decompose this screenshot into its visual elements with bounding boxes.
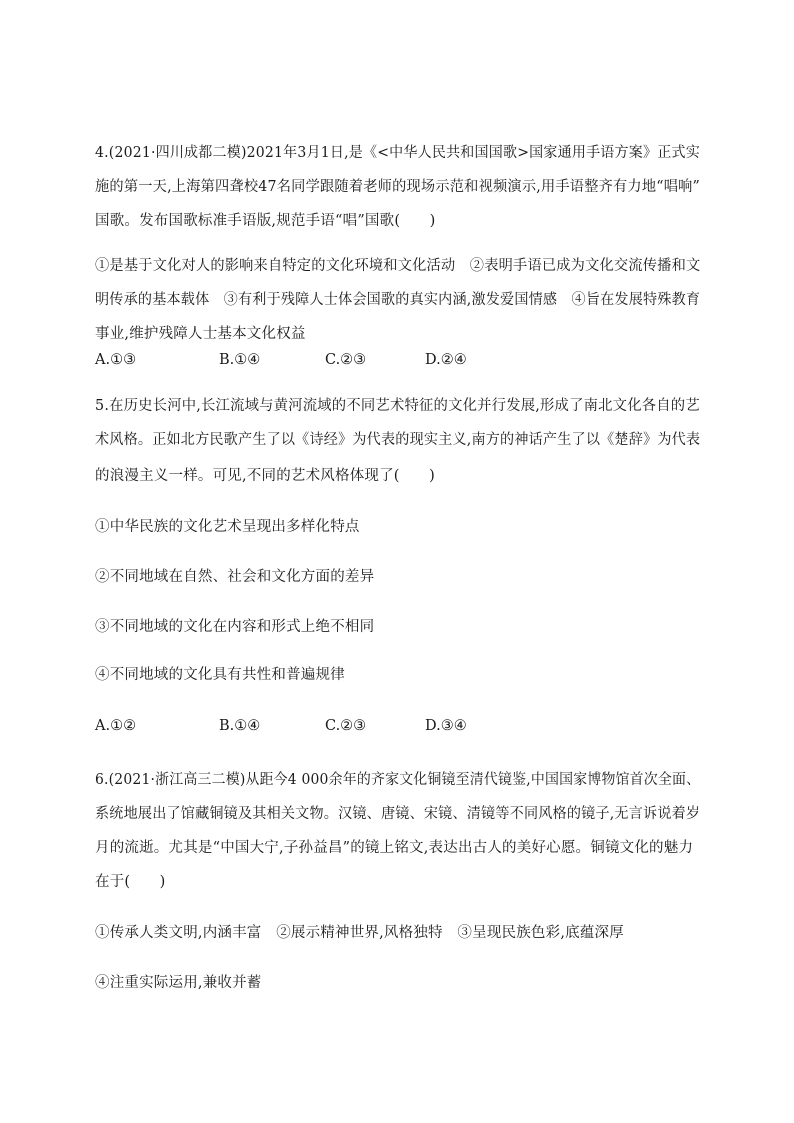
q5-stem-line-3: 的浪漫主义一样。可见,不同的艺术风格体现了( )	[95, 468, 435, 484]
q4-option-b[interactable]: B.①④	[219, 352, 261, 368]
q4-stem-line-3: 国歌。发布国歌标准手语版,规范手语“唱”国歌( )	[95, 213, 436, 229]
q4-option-d[interactable]: D.②④	[425, 352, 467, 368]
q5-stem-line-1: 5.在历史长河中,长江流域与黄河流域的不同艺术特征的文化并行发展,形成了南北文化各自的艺	[95, 398, 700, 414]
q5-option-b[interactable]: B.①④	[219, 718, 261, 734]
q4-stem-line-2: 施的第一天,上海第四聋校47名同学跟随着老师的现场示范和视频演示,用手语整齐有力地“唱响”	[95, 179, 701, 195]
q6-stem-line-2: 系统地展出了馆藏铜镜及其相关文物。汉镜、唐镜、宋镜、清镜等不同风格的镜子,无言诉说着岁	[95, 806, 701, 822]
q6-stem-line-4: 在于( )	[95, 874, 166, 890]
q4-statement-line-2: 明传承的基本载体 ③有利于残障人士体会国歌的真实内涵,激发爱国情感 ④旨在发展特殊教育	[95, 292, 701, 308]
q6-statement-line-1: ①传承人类文明,内涵丰富 ②展示精神世界,风格独特 ③呈现民族色彩,底蕴深厚	[95, 925, 624, 941]
q5-stem-line-2: 术风格。正如北方民歌产生了以《诗经》为代表的现实主义,南方的神话产生了以《楚辞》为代表	[95, 432, 701, 448]
q5-statement-3: ③不同地域的文化在内容和形式上绝不相同	[95, 619, 375, 635]
q4-statement-line-1: ①是基于文化对人的影响来自特定的文化环境和文化活动 ②表明手语已成为文化交流传播和文	[95, 258, 701, 274]
q6-stem-line-3: 月的流逝。尤其是“中国大宁,子孙益昌”的镜上铭文,表达出古人的美好心愿。铜镜文化的魅力	[95, 840, 694, 856]
q4-option-a[interactable]: A.①③	[95, 352, 137, 368]
q5-statement-4: ④不同地域的文化具有共性和普遍规律	[95, 667, 345, 683]
q6-stem-line-1: 6.(2021·浙江高三二模)从距今4 000余年的齐家文化铜镜至清代镜鉴,中国国家博物馆首次全面、	[95, 772, 701, 788]
q5-option-a[interactable]: A.①②	[95, 718, 137, 734]
q5-option-c[interactable]: C.②③	[325, 718, 367, 734]
q4-statement-line-3: 事业,维护残障人士基本文化权益	[95, 326, 306, 342]
q5-option-d[interactable]: D.③④	[425, 718, 467, 734]
q6-statement-line-2: ④注重实际运用,兼收并蓄	[95, 975, 262, 991]
q5-statement-1: ①中华民族的文化艺术呈现出多样化特点	[95, 519, 360, 535]
q5-statement-2: ②不同地域在自然、社会和文化方面的差异	[95, 569, 375, 585]
q4-option-c[interactable]: C.②③	[325, 352, 367, 368]
q4-stem-line-1: 4.(2021·四川成都二模)2021年3月1日,是《<中华人民共和国国歌>国家通用手语方案》正式实	[95, 145, 700, 161]
